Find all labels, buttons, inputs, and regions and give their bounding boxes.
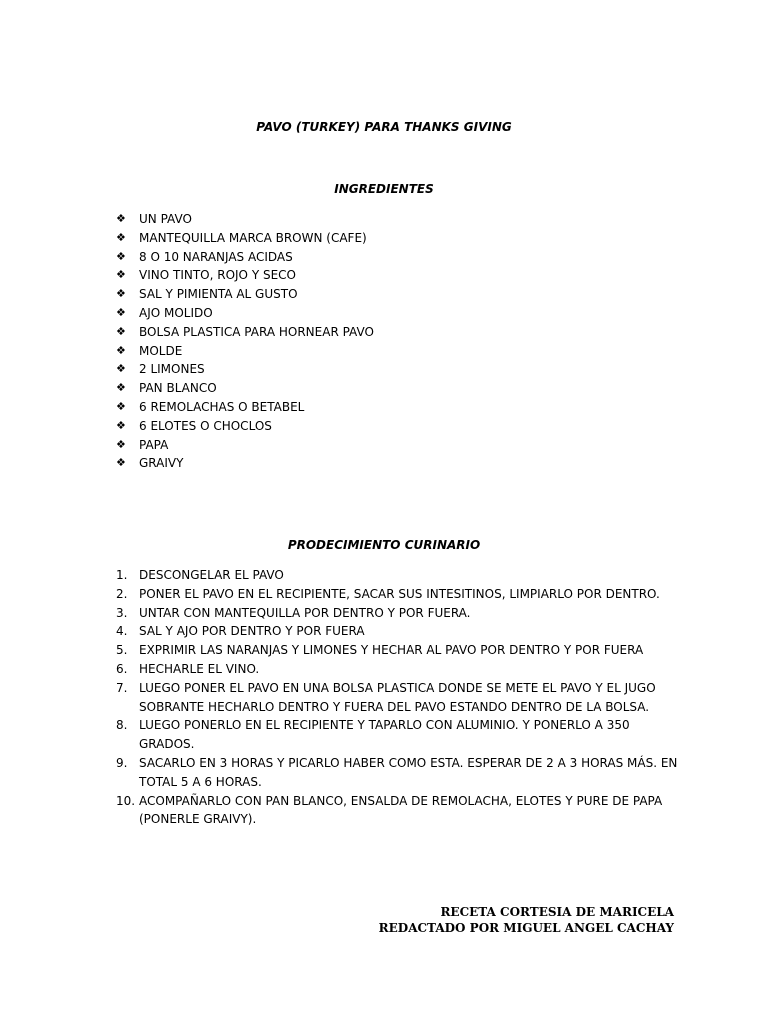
ingredient-label: GRAIVY (139, 456, 184, 471)
diamond-bullet-icon: ❖ (116, 381, 126, 395)
ingredient-label: PAN BLANCO (139, 381, 217, 396)
ingredient-label: BOLSA PLASTICA PARA HORNEAR PAVO (139, 324, 374, 339)
ingredient-label: PAPA (139, 437, 169, 452)
procedure-step (110, 792, 680, 830)
procedure-heading: PRODECIMIENTO CURINARIO (287, 538, 481, 552)
credits-block (379, 904, 674, 936)
ingredient-label: SAL Y PIMIENTA AL GUSTO (139, 287, 298, 302)
ingredient-item (114, 210, 374, 229)
step-text: LUEGO PONERLO EN EL RECIPIENTE Y TAPARLO CON ALUMINIO. Y PONERLO A 350 GRADOS. (139, 718, 630, 752)
ingredient-item (114, 436, 374, 455)
diamond-bullet-icon: ❖ (116, 399, 126, 413)
step-number: 10. (116, 793, 136, 808)
ingredient-item (114, 360, 374, 379)
diamond-bullet-icon: ❖ (116, 305, 126, 319)
step-number: 7. (116, 680, 128, 695)
procedure-step (110, 604, 680, 623)
step-number: 9. (116, 755, 128, 770)
ingredients-list (114, 210, 374, 473)
diamond-bullet-icon: ❖ (116, 230, 126, 244)
step-number: 1. (116, 568, 128, 582)
procedure-step (110, 566, 680, 585)
step-text: DESCONGELAR EL PAVO (139, 568, 284, 582)
credits-line-author: REDACTADO POR MIGUEL ANGEL CACHAY (378, 921, 674, 935)
step-text: HECHARLE EL VINO. (139, 661, 260, 676)
ingredient-label: UN PAVO (139, 212, 192, 226)
ingredient-label: 2 LIMONES (139, 362, 205, 377)
ingredient-item (114, 266, 374, 285)
ingredient-label: 6 ELOTES O CHOCLOS (139, 418, 272, 433)
procedure-step (110, 622, 680, 641)
step-number: 8. (116, 718, 128, 733)
diamond-bullet-icon: ❖ (116, 212, 126, 225)
ingredients-heading: INGREDIENTES (334, 182, 434, 196)
step-number: 4. (116, 624, 128, 639)
diamond-bullet-icon: ❖ (116, 362, 126, 376)
ingredient-item (114, 417, 374, 436)
step-text: EXPRIMIR LAS NARANJAS Y LIMONES Y HECHAR AL PAVO POR DENTRO Y POR FUERA (139, 643, 644, 658)
ingredient-label: MANTEQUILLA MARCA BROWN (CAFE) (139, 230, 367, 245)
ingredient-item (114, 323, 374, 342)
diamond-bullet-icon: ❖ (116, 249, 126, 263)
ingredient-label: 6 REMOLACHAS O BETABEL (139, 399, 305, 414)
step-text: LUEGO PONER EL PAVO EN UNA BOLSA PLASTICA DONDE SE METE EL PAVO Y EL JUGO SOBRANTE HECHARLO DENTRO Y FUERA DEL PAVO ESTANDO DENTRO DE LA BOLSA. (139, 680, 656, 714)
diamond-bullet-icon: ❖ (116, 324, 126, 338)
procedure-steps-list (110, 566, 680, 829)
diamond-bullet-icon: ❖ (116, 268, 126, 282)
step-text: PONER EL PAVO EN EL RECIPIENTE, SACAR SUS INTESITINOS, LIMPIARLO POR DENTRO. (139, 586, 660, 601)
diamond-bullet-icon: ❖ (116, 343, 126, 357)
ingredient-item (114, 285, 374, 304)
ingredient-item (114, 398, 374, 417)
document-title: PAVO (TURKEY) PARA THANKS GIVING (256, 120, 512, 134)
ingredient-item (114, 342, 374, 361)
procedure-step (110, 754, 680, 792)
step-text: ACOMPAÑARLO CON PAN BLANCO, ENSALDA DE REMOLACHA, ELOTES Y PURE DE PAPA (PONERLE GRAIVY). (139, 793, 663, 827)
ingredient-label: AJO MOLIDO (139, 305, 213, 320)
step-number: 3. (116, 605, 128, 620)
step-text: SACARLO EN 3 HORAS Y PICARLO HABER COMO ESTA. ESPERAR DE 2 A 3 HORAS MÁS. EN TOTAL 5 A 6 HORAS. (139, 755, 678, 789)
ingredient-item (114, 379, 374, 398)
diamond-bullet-icon: ❖ (116, 418, 126, 432)
diamond-bullet-icon: ❖ (116, 437, 126, 451)
ingredient-label: 8 O 10 NARANJAS ACIDAS (139, 249, 293, 264)
step-number: 6. (116, 661, 128, 676)
procedure-step (110, 716, 680, 754)
credits-line-recipe: RECETA CORTESIA DE MARICELA (440, 905, 674, 919)
diamond-bullet-icon: ❖ (116, 456, 126, 470)
procedure-step (110, 679, 680, 717)
step-number: 2. (116, 586, 128, 601)
ingredient-label: MOLDE (139, 343, 183, 358)
procedure-step (110, 641, 680, 660)
ingredient-item (114, 248, 374, 267)
ingredient-label: VINO TINTO, ROJO Y SECO (139, 268, 296, 283)
ingredient-item (114, 304, 374, 323)
ingredient-item (114, 229, 374, 248)
ingredient-item (114, 454, 374, 473)
step-number: 5. (116, 643, 128, 658)
procedure-step (110, 585, 680, 604)
procedure-step (110, 660, 680, 679)
step-text: UNTAR CON MANTEQUILLA POR DENTRO Y POR FUERA. (139, 605, 471, 620)
diamond-bullet-icon: ❖ (116, 287, 126, 301)
step-text: SAL Y AJO POR DENTRO Y POR FUERA (139, 624, 365, 639)
